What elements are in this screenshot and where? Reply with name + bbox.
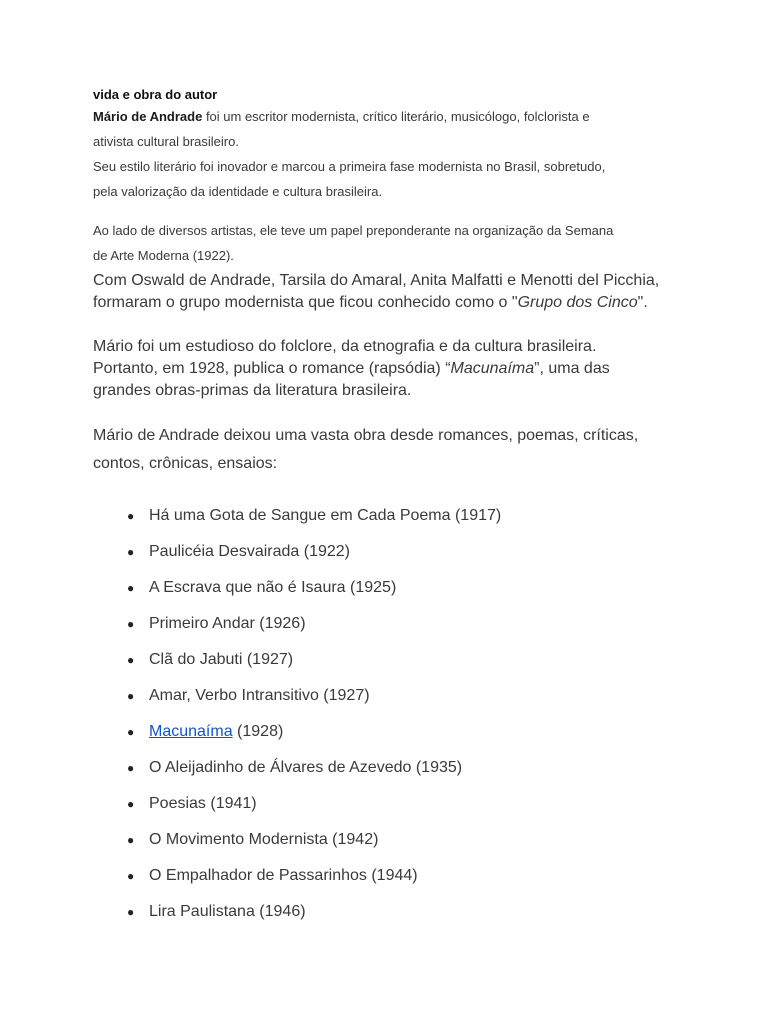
bullet-icon: ● <box>127 545 135 559</box>
list-item: ● Paulicéia Desvairada (1922) <box>0 540 693 576</box>
list-item: ● Macunaíma (1928) <box>0 720 693 756</box>
list-item: ● O Empalhador de Passarinhos (1944) <box>0 864 693 900</box>
grupo-line2-post: ". <box>637 294 648 311</box>
macunaima-link[interactable]: Macunaíma <box>149 723 233 740</box>
grupo-dos-cinco-italic: Grupo dos Cinco <box>517 294 638 311</box>
works-list <box>93 504 693 936</box>
bullet-icon: ● <box>127 689 135 703</box>
bullet-icon: ● <box>127 833 135 847</box>
semana-line1-text: Ao lado de diversos artistas, ele teve um papel preponderante na organização da Semana <box>93 223 614 238</box>
intro-line3-text: Seu estilo literário foi inovador e marcou a primeira fase modernista no Brasil, sobretudo, <box>93 159 606 174</box>
bullet-icon: ● <box>127 761 135 775</box>
semana-line2-text: de Arte Moderna (1922). <box>93 248 234 263</box>
grupo-line1-text: Com Oswald de Andrade, Tarsila do Amaral, Anita Malfatti e Menotti del Picchia, <box>93 272 660 289</box>
list-item: ● O Movimento Modernista (1942) <box>0 828 693 864</box>
bullet-icon: ● <box>127 653 135 667</box>
list-item: ● Lira Paulistana (1946) <box>0 900 693 936</box>
intro-line4-text: pela valorização da identidade e cultura brasileira. <box>93 184 383 199</box>
bullet-icon: ● <box>127 797 135 811</box>
author-name: Mário de Andrade <box>93 109 203 124</box>
obra-line2-text: contos, crônicas, ensaios: <box>93 455 278 472</box>
list-item: ● Há uma Gota de Sangue em Cada Poema (1917) <box>0 504 693 540</box>
list-item: ● Primeiro Andar (1926) <box>0 612 693 648</box>
folclore-line2-post: ”, uma das <box>534 360 610 377</box>
bullet-icon: ● <box>127 725 135 739</box>
list-item: ● A Escrava que não é Isaura (1925) <box>0 576 693 612</box>
intro-line1-text: foi um escritor modernista, crítico literário, musicólogo, folclorista e <box>202 109 590 124</box>
list-item: ● O Aleijadinho de Álvares de Azevedo (1935) <box>0 756 693 792</box>
macunaima-italic: Macunaíma <box>450 360 535 377</box>
bullet-icon: ● <box>127 581 135 595</box>
intro-line2-text: ativista cultural brasileiro. <box>93 134 239 149</box>
grupo-line2-pre: formaram o grupo modernista que ficou conhecido como o " <box>93 294 518 311</box>
obra-paragraph <box>93 422 693 478</box>
list-item: ● Poesias (1941) <box>0 792 693 828</box>
list-item: ● Amar, Verbo Intransitivo (1927) <box>0 684 693 720</box>
obra-line1-text: Mário de Andrade deixou uma vasta obra desde romances, poemas, críticas, <box>93 427 639 444</box>
bullet-icon: ● <box>127 905 135 919</box>
document-page <box>93 86 693 936</box>
section-heading: vida e obra do autor <box>93 87 218 102</box>
folclore-paragraph <box>93 336 693 402</box>
folclore-line2-pre: Portanto, em 1928, publica o romance (rapsódia) “ <box>93 360 451 377</box>
intro-paragraph <box>93 104 693 204</box>
list-item: ● Clã do Jabuti (1927) <box>0 648 693 684</box>
grupo-paragraph <box>93 270 693 314</box>
folclore-line1-text: Mário foi um estudioso do folclore, da etnografia e da cultura brasileira. <box>93 338 597 355</box>
semana-paragraph <box>93 218 693 268</box>
bullet-icon: ● <box>127 869 135 883</box>
bullet-icon: ● <box>127 509 135 523</box>
bullet-icon: ● <box>127 617 135 631</box>
folclore-line3-text: grandes obras-primas da literatura brasileira. <box>93 382 412 399</box>
